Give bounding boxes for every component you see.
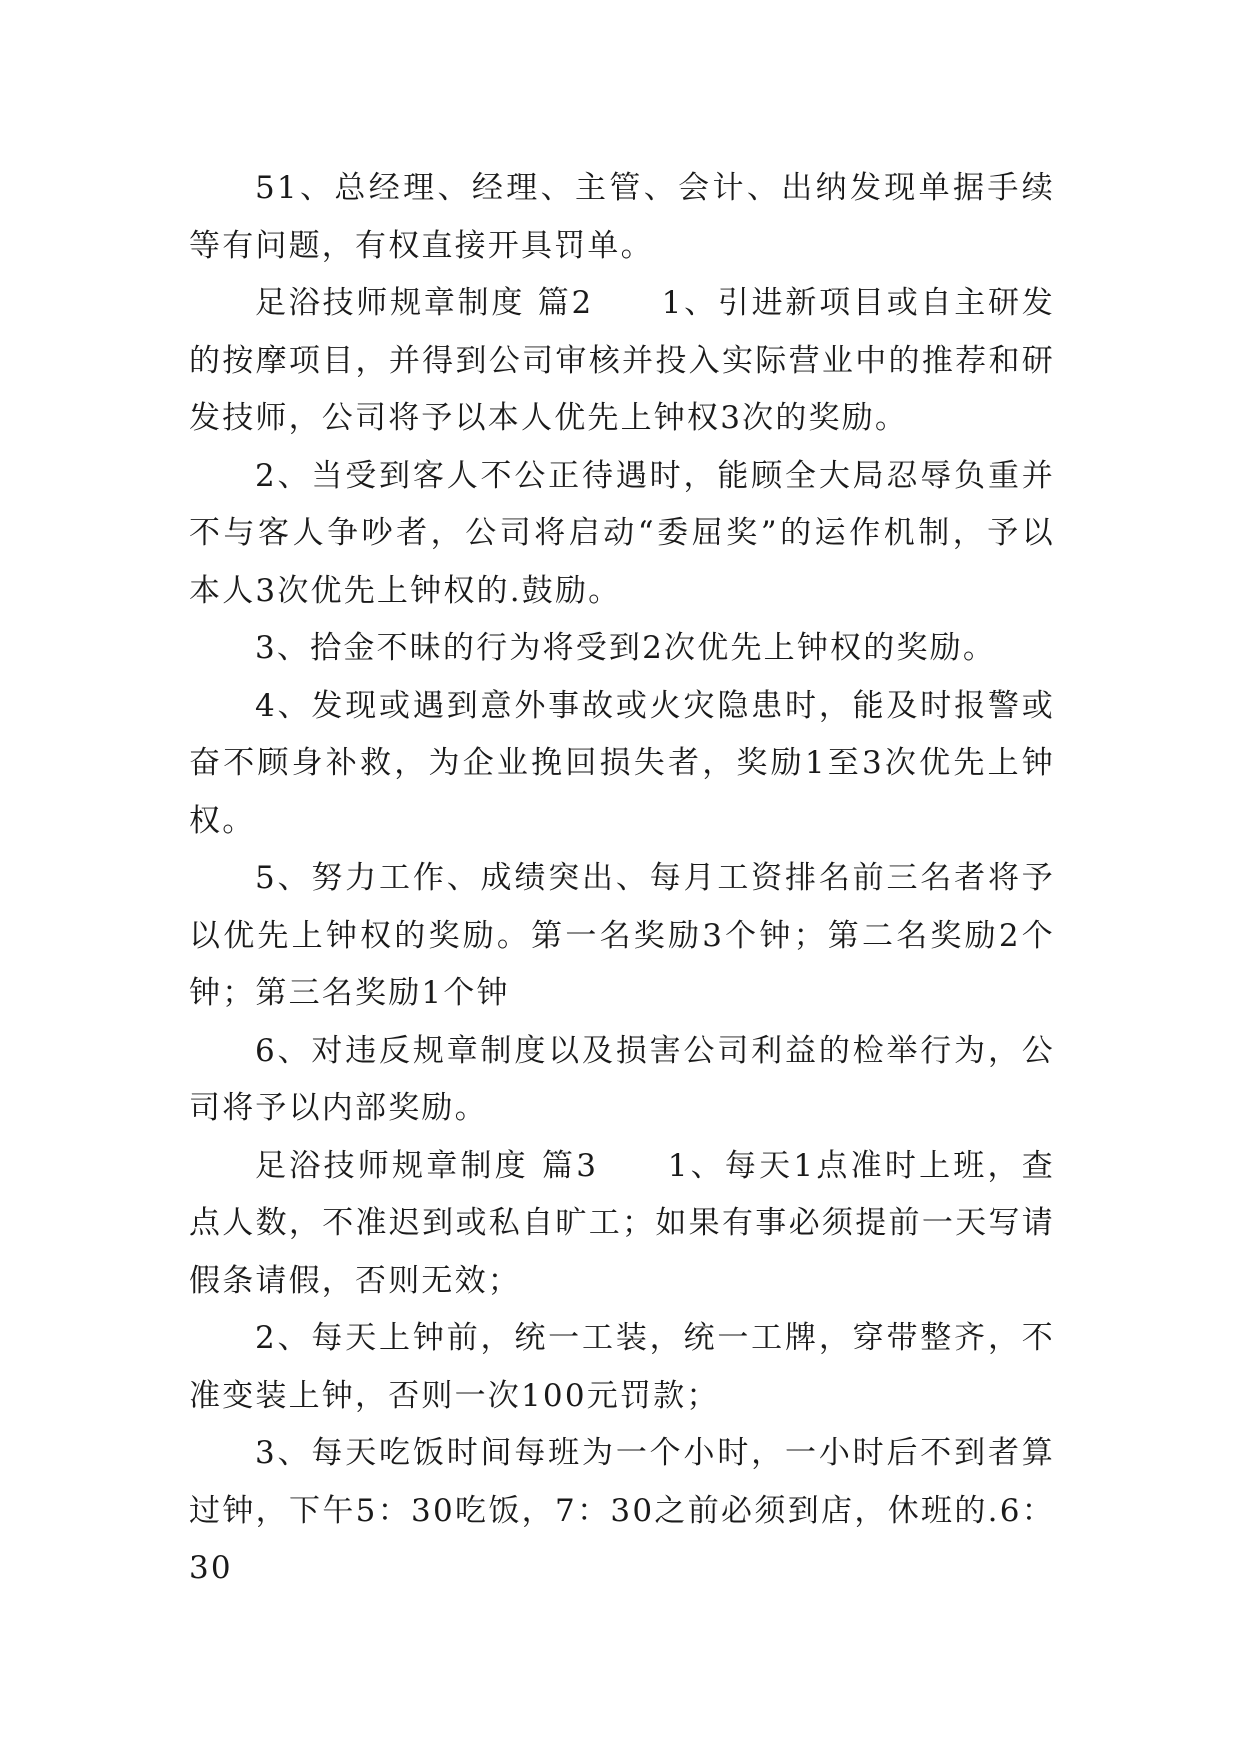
paragraph-section2-item2: 2、当受到客人不公正待遇时，能顾全大局忍辱负重并不与客人争吵者，公司将启动“委屈奖”的运作机制，予以本人3次优先上钟权的.鼓励。 bbox=[189, 457, 1055, 609]
paragraph-section3-item3: 3、每天吃饭时间每班为一个小时，一小时后不到者算过钟，下午5：30吃饭，7：30之前必须到店，休班的.6：30 bbox=[189, 1435, 1055, 1586]
paragraph-section2-item1: 足浴技师规章制度 篇2 1、引进新项目或自主研发的按摩项目，并得到公司审核并投入实际营业中的推荐和研发技师，公司将予以本人优先上钟权3次的奖励。 bbox=[189, 285, 1055, 436]
paragraph-section2-item3: 3、拾金不昧的行为将受到2次优先上钟权的奖励。 bbox=[255, 630, 997, 666]
document-body bbox=[189, 160, 1055, 1598]
paragraph-section2-item4: 4、发现或遇到意外事故或火灾隐患时，能及时报警或奋不顾身补救，为企业挽回损失者，奖励1至3次优先上钟权。 bbox=[189, 687, 1055, 839]
paragraph-section3-item2: 2、每天上钟前，统一工装，统一工牌，穿带整齐，不准变装上钟，否则一次100元罚款； bbox=[189, 1320, 1055, 1414]
paragraph-section3-item1: 足浴技师规章制度 篇3 1、每天1点准时上班，查点人数，不准迟到或私自旷工；如果有事必须提前一天写请假条请假，否则无效； bbox=[189, 1147, 1055, 1299]
paragraph-section2-item6: 6、对违反规章制度以及损害公司利益的检举行为，公司将予以内部奖励。 bbox=[189, 1032, 1055, 1126]
paragraph-section2-item5: 5、努力工作、成绩突出、每月工资排名前三名者将予以优先上钟权的奖励。第一名奖励3个钟；第二名奖励2个钟；第三名奖励1个钟 bbox=[189, 860, 1055, 1011]
paragraph-rule-51: 51、总经理、经理、主管、会计、出纳发现单据手续等有问题，有权直接开具罚单。 bbox=[189, 170, 1055, 264]
